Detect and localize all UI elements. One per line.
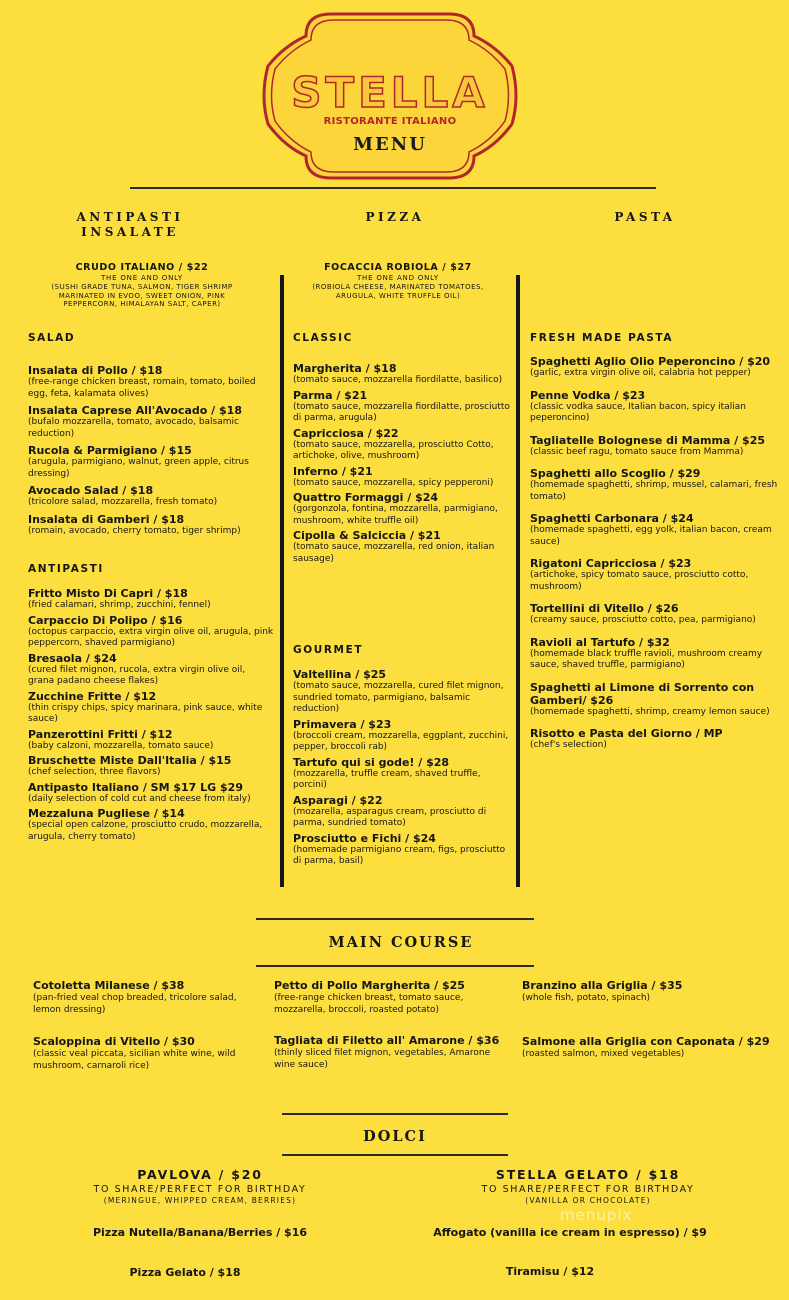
item-name: Branzino alla Griglia / $35 bbox=[522, 979, 683, 992]
item-name: Asparagi / $22 bbox=[293, 793, 383, 807]
menu-item bbox=[28, 444, 274, 480]
gelato-title: STELLA GELATO / $18 bbox=[495, 1167, 681, 1182]
main-course-item bbox=[274, 979, 514, 1016]
item-name: Rucola & Parmigiano / $15 bbox=[28, 444, 192, 457]
main-course-rule-bottom bbox=[256, 965, 534, 967]
logo-menu-word: MENU bbox=[353, 134, 427, 155]
gelato-description: (VANILLA OR CHOCOLATE) bbox=[525, 1196, 651, 1205]
antipasti-list bbox=[28, 587, 274, 845]
classic-label: CLASSIC bbox=[293, 332, 353, 344]
item-name: Insalata di Pollo / $18 bbox=[28, 364, 163, 377]
item-description: (homemade spaghetti, egg yolk, italian bacon, cream sauce) bbox=[530, 525, 772, 547]
item-description: (thin crispy chips, spicy marinara, pink sauce, white sauce) bbox=[28, 702, 263, 724]
item-name: Tagliatelle Bolognese di Mamma / $25 bbox=[530, 433, 765, 447]
item-name: Insalata di Gamberi / $18 bbox=[28, 512, 185, 526]
top-divider bbox=[130, 187, 656, 189]
item-description: (octopus carpaccio, extra virgin olive oil, arugula, pink peppercorn, shaved parmigiano) bbox=[28, 626, 274, 648]
item-name: Inferno / $21 bbox=[293, 464, 373, 478]
pavlova-block bbox=[60, 1167, 340, 1205]
item-description: (classic vodka sauce, Italian bacon, spicy italian peperoncino) bbox=[530, 401, 746, 423]
item-description: (cured filet mignon, rucola, extra virgin olive oil, grana padano cheese flakes) bbox=[28, 664, 246, 686]
item-description: (homemade black truffle ravioli, mushroom creamy sauce, shaved truffle, parmigiano) bbox=[530, 648, 763, 670]
item-name: Scaloppina di Vitello / $30 bbox=[33, 1035, 195, 1048]
item-description: (homemade spaghetti, shrimp, creamy lemon sauce) bbox=[530, 706, 770, 717]
dolci-item: Pizza Gelato / $18 bbox=[129, 1266, 241, 1279]
gourmet-label: GOURMET bbox=[293, 644, 364, 656]
menu-item bbox=[293, 491, 513, 527]
item-description: (mozarella, asparagus cream, prosciutto di parma, sundried tomato) bbox=[293, 806, 487, 828]
item-description: (tomato sauce, mozzarella, red onion, italian sausage) bbox=[293, 542, 495, 564]
menu-item bbox=[28, 690, 274, 726]
item-description: (daily selection of cold cut and cheese from italy) bbox=[28, 793, 251, 804]
pavlova-title: PAVLOVA / $20 bbox=[137, 1167, 263, 1182]
menu-item bbox=[28, 754, 274, 779]
menu-item bbox=[28, 614, 274, 650]
item-name: Cotoletta Milanese / $38 bbox=[33, 979, 185, 992]
item-name: Bruschette Miste Dall'Italia / $15 bbox=[28, 754, 232, 767]
menu-item bbox=[28, 728, 274, 753]
menu-item bbox=[530, 434, 782, 459]
menu-item bbox=[293, 427, 513, 463]
item-description: (pan-fried veal chop breaded, tricolore salad, lemon dressing) bbox=[33, 993, 237, 1015]
item-name: Prosciutto e Fichi / $24 bbox=[293, 831, 436, 845]
logo-name: STELLA bbox=[291, 68, 489, 117]
column-divider-right bbox=[516, 275, 520, 887]
menu-item bbox=[530, 636, 782, 672]
insalate-heading: INSALATE bbox=[81, 225, 179, 239]
pasta-list bbox=[530, 355, 782, 761]
item-description: (classic beef ragu, tomato sauce from Mamma) bbox=[530, 446, 744, 457]
menu-item bbox=[293, 718, 513, 754]
item-name: Risotto e Pasta del Giorno / MP bbox=[530, 727, 723, 740]
item-name: Fritto Misto Di Capri / $18 bbox=[28, 587, 188, 600]
menu-item bbox=[28, 587, 274, 612]
gourmet-list bbox=[293, 668, 513, 870]
classic-list bbox=[293, 362, 513, 567]
main-course-item bbox=[522, 1035, 784, 1060]
main-course-item bbox=[33, 979, 265, 1016]
dolci-item: Pizza Nutella/Banana/Berries / $16 bbox=[92, 1226, 308, 1239]
item-description: (thinly sliced filet mignon, vegetables, Amarone wine sauce) bbox=[274, 1048, 491, 1070]
menu-item bbox=[28, 807, 274, 843]
dolci-item: Affogato (vanilla ice cream in espresso) / $9 bbox=[433, 1226, 707, 1239]
item-name: Quattro Formaggi / $24 bbox=[293, 491, 439, 504]
item-name: Tortellini di Vitello / $26 bbox=[530, 602, 679, 615]
item-name: Valtellina / $25 bbox=[293, 668, 387, 681]
main-course-heading: MAIN COURSE bbox=[328, 934, 474, 951]
main-course-rule-top bbox=[256, 918, 534, 920]
item-name: Cipolla & Salciccia / $21 bbox=[293, 529, 441, 542]
featured-focaccia bbox=[300, 262, 496, 300]
menu-item bbox=[530, 355, 782, 380]
restaurant-logo bbox=[256, 6, 524, 186]
item-description: (broccoli cream, mozzarella, eggplant, zucchini, pepper, broccoli rab) bbox=[293, 730, 509, 752]
gelato-subtitle: TO SHARE/PERFECT FOR BIRTHDAY bbox=[481, 1184, 695, 1195]
item-name: Salmone alla Griglia con Caponata / $29 bbox=[522, 1035, 770, 1048]
menu-item bbox=[530, 681, 782, 719]
item-description: (tomato sauce, mozzarella, spicy pepperoni) bbox=[293, 477, 494, 488]
menu-item bbox=[293, 529, 513, 565]
pasta-heading: PASTA bbox=[614, 210, 676, 224]
item-description: (arugula, parmigiano, walnut, green apple, citrus dressing) bbox=[28, 457, 249, 479]
item-description: (romain, avocado, cherry tomato, tiger shrimp) bbox=[28, 525, 241, 536]
main-course-item bbox=[33, 1035, 265, 1072]
column-divider-left bbox=[280, 275, 284, 887]
dolci-item: Tiramisu / $12 bbox=[505, 1265, 595, 1278]
pasta-label: FRESH MADE PASTA bbox=[530, 332, 674, 344]
watermark: menupix bbox=[560, 1206, 633, 1224]
item-description: (free-range chicken breast, romain, tomato, boiled egg, feta, kalamata olives) bbox=[28, 377, 256, 399]
menu-item bbox=[293, 362, 513, 387]
menu-item bbox=[293, 832, 513, 868]
menu-item bbox=[293, 389, 513, 425]
menu-item bbox=[293, 668, 513, 716]
antipasti-insalate-heading bbox=[40, 210, 220, 240]
item-name: Spaghetti Carbonara / $24 bbox=[530, 512, 694, 525]
item-description: (free-range chicken breast, tomato sauce, mozzarella, broccoli, roasted potato) bbox=[274, 993, 464, 1015]
item-description: (tomato sauce, mozzarella fiordilatte, prosciutto di parma, arugula) bbox=[293, 401, 510, 423]
featured-description: (SUSHI GRADE TUNA, SALMON, TIGER SHRIMP MARINATED IN EVOO, SWEET ONION, PINK PEPPERCORN, HIMALAYAN SALT, CAPER) bbox=[51, 283, 233, 308]
item-description: (tomato sauce, mozzarella, cured filet mignon, sundried tomato, parmigiano, balsamic reduction) bbox=[293, 681, 504, 714]
dolci-heading: DOLCI bbox=[363, 1128, 427, 1145]
item-description: (homemade spaghetti, shrimp, mussel, calamari, fresh tomato) bbox=[530, 480, 778, 502]
antipasti-label: ANTIPASTI bbox=[28, 563, 104, 575]
featured-title: FOCACCIA ROBIOLA / $27 bbox=[324, 262, 472, 273]
item-description: (garlic, extra virgin olive oil, calabria hot pepper) bbox=[530, 368, 751, 378]
item-name: Spaghetti Aglio Olio Peperoncino / $20 bbox=[530, 355, 771, 368]
menu-item bbox=[293, 756, 513, 792]
menu-item bbox=[28, 364, 274, 400]
antipasti-heading: ANTIPASTI bbox=[76, 210, 184, 224]
item-description: (baby calzoni, mozzarella, tomato sauce) bbox=[28, 740, 214, 751]
item-description: (creamy sauce, prosciutto cotto, pea, parmigiano) bbox=[530, 615, 756, 625]
menu-item bbox=[28, 513, 274, 538]
menu-item bbox=[293, 465, 513, 490]
logo-subtitle: RISTORANTE ITALIANO bbox=[323, 116, 457, 127]
item-name: Zucchine Fritte / $12 bbox=[28, 689, 157, 703]
salad-label: SALAD bbox=[28, 332, 76, 344]
item-name: Mezzaluna Pugliese / $14 bbox=[28, 807, 185, 820]
item-description: (classic veal piccata, sicilian white wine, wild mushroom, carnaroli rice) bbox=[33, 1049, 236, 1071]
pavlova-description: (MERINGUE, WHIPPED CREAM, BERRIES) bbox=[103, 1196, 297, 1205]
item-name: Rigatoni Capricciosa / $23 bbox=[530, 557, 692, 570]
item-name: Ravioli al Tartufo / $32 bbox=[530, 635, 670, 649]
menu-item bbox=[530, 727, 782, 752]
menu-item bbox=[28, 404, 274, 440]
featured-subtitle: THE ONE AND ONLY bbox=[356, 274, 439, 282]
main-course-item bbox=[522, 979, 782, 1004]
item-description: (tomato sauce, mozzarella fiordilatte, basilico) bbox=[293, 375, 503, 385]
menu-item bbox=[28, 484, 274, 509]
item-name: Antipasto Italiano / SM $17 LG $29 bbox=[28, 780, 243, 794]
item-description: (chef's selection) bbox=[530, 740, 607, 750]
item-description: (bufalo mozzarella, tomato, avocado, balsamic reduction) bbox=[28, 417, 239, 439]
menu-item bbox=[530, 389, 782, 425]
featured-subtitle: THE ONE AND ONLY bbox=[100, 274, 183, 282]
item-description: (whole fish, potato, spinach) bbox=[522, 993, 651, 1003]
item-name: Insalata Caprese All'Avocado / $18 bbox=[28, 404, 242, 417]
pizza-heading: PIZZA bbox=[365, 210, 425, 224]
item-name: Primavera / $23 bbox=[293, 717, 392, 731]
item-name: Bresaola / $24 bbox=[28, 651, 117, 665]
menu-item bbox=[293, 794, 513, 830]
item-description: (special open calzone, prosciutto crudo, mozzarella, arugula, cherry tomato) bbox=[28, 820, 263, 842]
item-name: Penne Vodka / $23 bbox=[530, 388, 646, 402]
featured-description: (ROBIOLA CHEESE, MARINATED TOMATOES, ARUGULA, WHITE TRUFFLE OIL) bbox=[312, 283, 484, 300]
item-name: Margherita / $18 bbox=[293, 362, 397, 375]
item-name: Tartufo qui si gode! / $28 bbox=[293, 755, 450, 769]
item-description: (roasted salmon, mixed vegetables) bbox=[522, 1049, 685, 1059]
item-description: (chef selection, three flavors) bbox=[28, 767, 161, 777]
item-description: (tricolore salad, mozzarella, fresh tomato) bbox=[28, 497, 218, 507]
item-name: Parma / $21 bbox=[293, 388, 368, 402]
item-description: (fried calamari, shrimp, zucchini, fennel) bbox=[28, 600, 211, 610]
item-description: (homemade parmigiano cream, figs, prosciutto di parma, basil) bbox=[293, 844, 506, 866]
item-name: Capricciosa / $22 bbox=[293, 426, 399, 440]
item-name: Panzerottini Fritti / $12 bbox=[28, 727, 173, 741]
featured-crudo bbox=[50, 262, 234, 309]
gelato-block bbox=[448, 1167, 728, 1205]
item-name: Petto di Pollo Margherita / $25 bbox=[274, 979, 465, 992]
item-description: (mozzarella, truffle cream, shaved truffle, porcini) bbox=[293, 768, 481, 790]
item-name: Spaghetti allo Scoglio / $29 bbox=[530, 467, 701, 480]
dolci-rule-bottom bbox=[282, 1154, 508, 1156]
dolci-rule-top bbox=[282, 1113, 508, 1115]
menu-item bbox=[28, 652, 274, 688]
menu-item bbox=[530, 557, 782, 593]
item-description: (tomato sauce, mozzarella, prosciutto Cotto, artichoke, olive, mushroom) bbox=[293, 439, 494, 461]
menu-item bbox=[530, 602, 782, 627]
menu-item bbox=[530, 467, 782, 503]
item-name: Carpaccio Di Polipo / $16 bbox=[28, 613, 183, 627]
salad-list bbox=[28, 364, 274, 541]
item-description: (gorgonzola, fontina, mozzarella, parmigiano, mushroom, white truffle oil) bbox=[293, 504, 498, 526]
featured-title: CRUDO ITALIANO / $22 bbox=[75, 262, 209, 273]
menu-item bbox=[28, 781, 274, 806]
main-course-item bbox=[274, 1034, 514, 1071]
item-name: Spaghetti al Limone di Sorrento con Gamberi/ $26 bbox=[530, 680, 755, 707]
menu-item bbox=[530, 512, 782, 548]
item-name: Avocado Salad / $18 bbox=[28, 484, 154, 497]
pavlova-subtitle: TO SHARE/PERFECT FOR BIRTHDAY bbox=[93, 1184, 307, 1195]
item-name: Tagliata di Filetto all' Amarone / $36 bbox=[274, 1034, 500, 1047]
item-description: (artichoke, spicy tomato sauce, prosciutto cotto, mushroom) bbox=[530, 570, 749, 592]
